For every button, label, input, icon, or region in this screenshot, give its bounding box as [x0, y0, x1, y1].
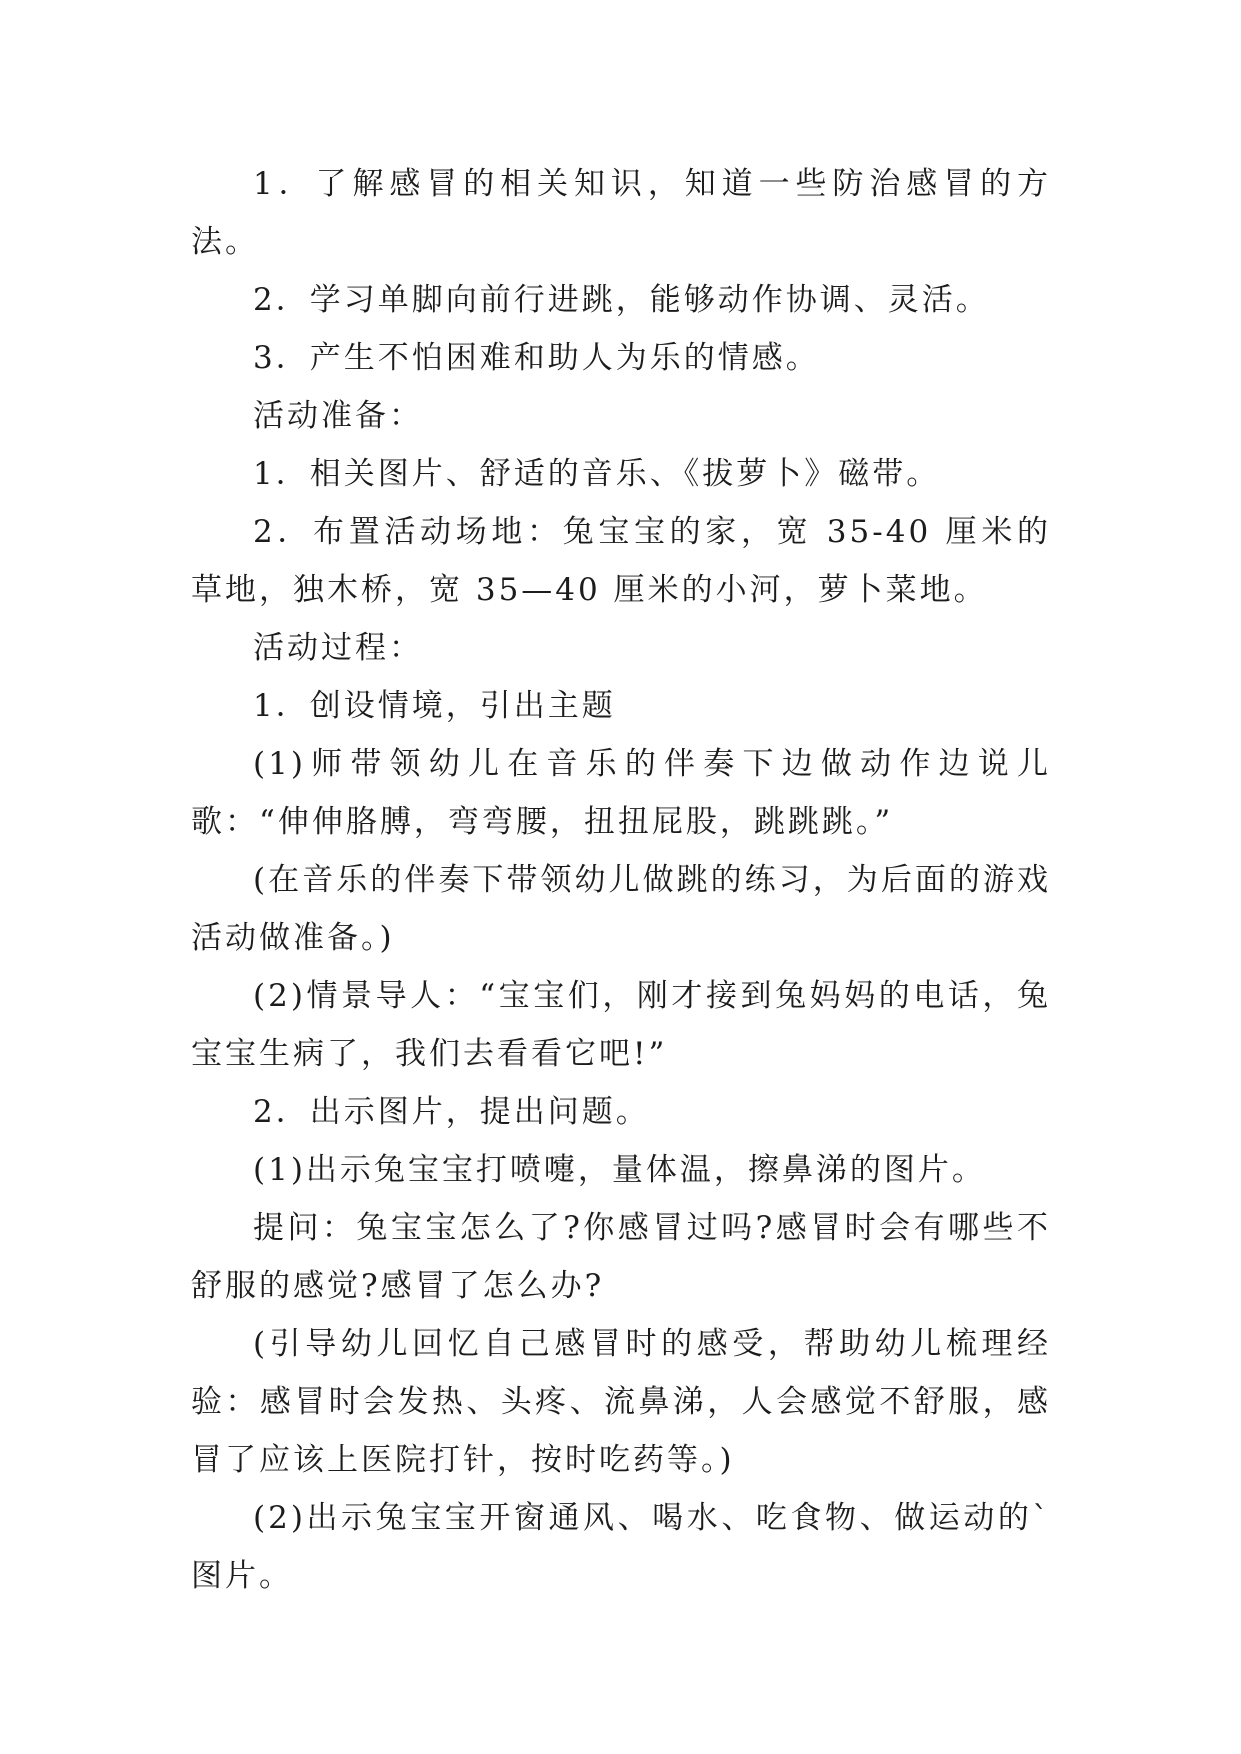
document-body	[191, 155, 1051, 1605]
process-step-2: 2．出示图片，提出问题。	[253, 1094, 650, 1130]
process-step-2-item-2: (2)出示兔宝宝开窗通风、喝水、吃食物、做运动的`图片。	[191, 1500, 1051, 1594]
section-heading-preparation: 活动准备：	[253, 398, 423, 434]
preparation-1: 1．相关图片、舒适的音乐、《拔萝卜》磁带。	[253, 456, 941, 492]
process-step-1-item-2: (2)情景导人：“宝宝们，刚才接到兔妈妈的电话，兔宝宝生病了，我们去看看它吧!”	[191, 978, 1051, 1072]
objective-1: 1．了解感冒的相关知识，知道一些防治感冒的方法。	[191, 166, 1051, 260]
process-step-1: 1．创设情境，引出主题	[253, 688, 616, 724]
objective-3: 3．产生不怕困难和助人为乐的情感。	[253, 340, 820, 376]
process-step-2-item-1: (1)出示兔宝宝打喷嚏，量体温，擦鼻涕的图片。	[253, 1152, 986, 1188]
process-step-1-item-1: (1)师带领幼儿在音乐的伴奏下边做动作边说儿歌：“伸伸胳膊，弯弯腰，扭扭屁股，跳跳跳。”	[191, 746, 1051, 840]
preparation-2: 2．布置活动场地：兔宝宝的家，宽 35-40 厘米的草地，独木桥，宽 35—40 厘米的小河，萝卜菜地。	[191, 514, 1051, 608]
process-step-2-note: (引导幼儿回忆自己感冒时的感受，帮助幼儿梳理经验：感冒时会发热、头疼、流鼻涕，人会感觉不舒服，感冒了应该上医院打针，按时吃药等。)	[191, 1326, 1051, 1478]
process-step-2-question: 提问：兔宝宝怎么了?你感冒过吗?感冒时会有哪些不舒服的感觉?感冒了怎么办?	[191, 1210, 1051, 1304]
section-heading-process: 活动过程：	[253, 630, 423, 666]
objective-2: 2．学习单脚向前行进跳，能够动作协调、灵活。	[253, 282, 990, 318]
process-step-1-note-1: (在音乐的伴奏下带领幼儿做跳的练习，为后面的游戏活动做准备。)	[191, 862, 1051, 956]
